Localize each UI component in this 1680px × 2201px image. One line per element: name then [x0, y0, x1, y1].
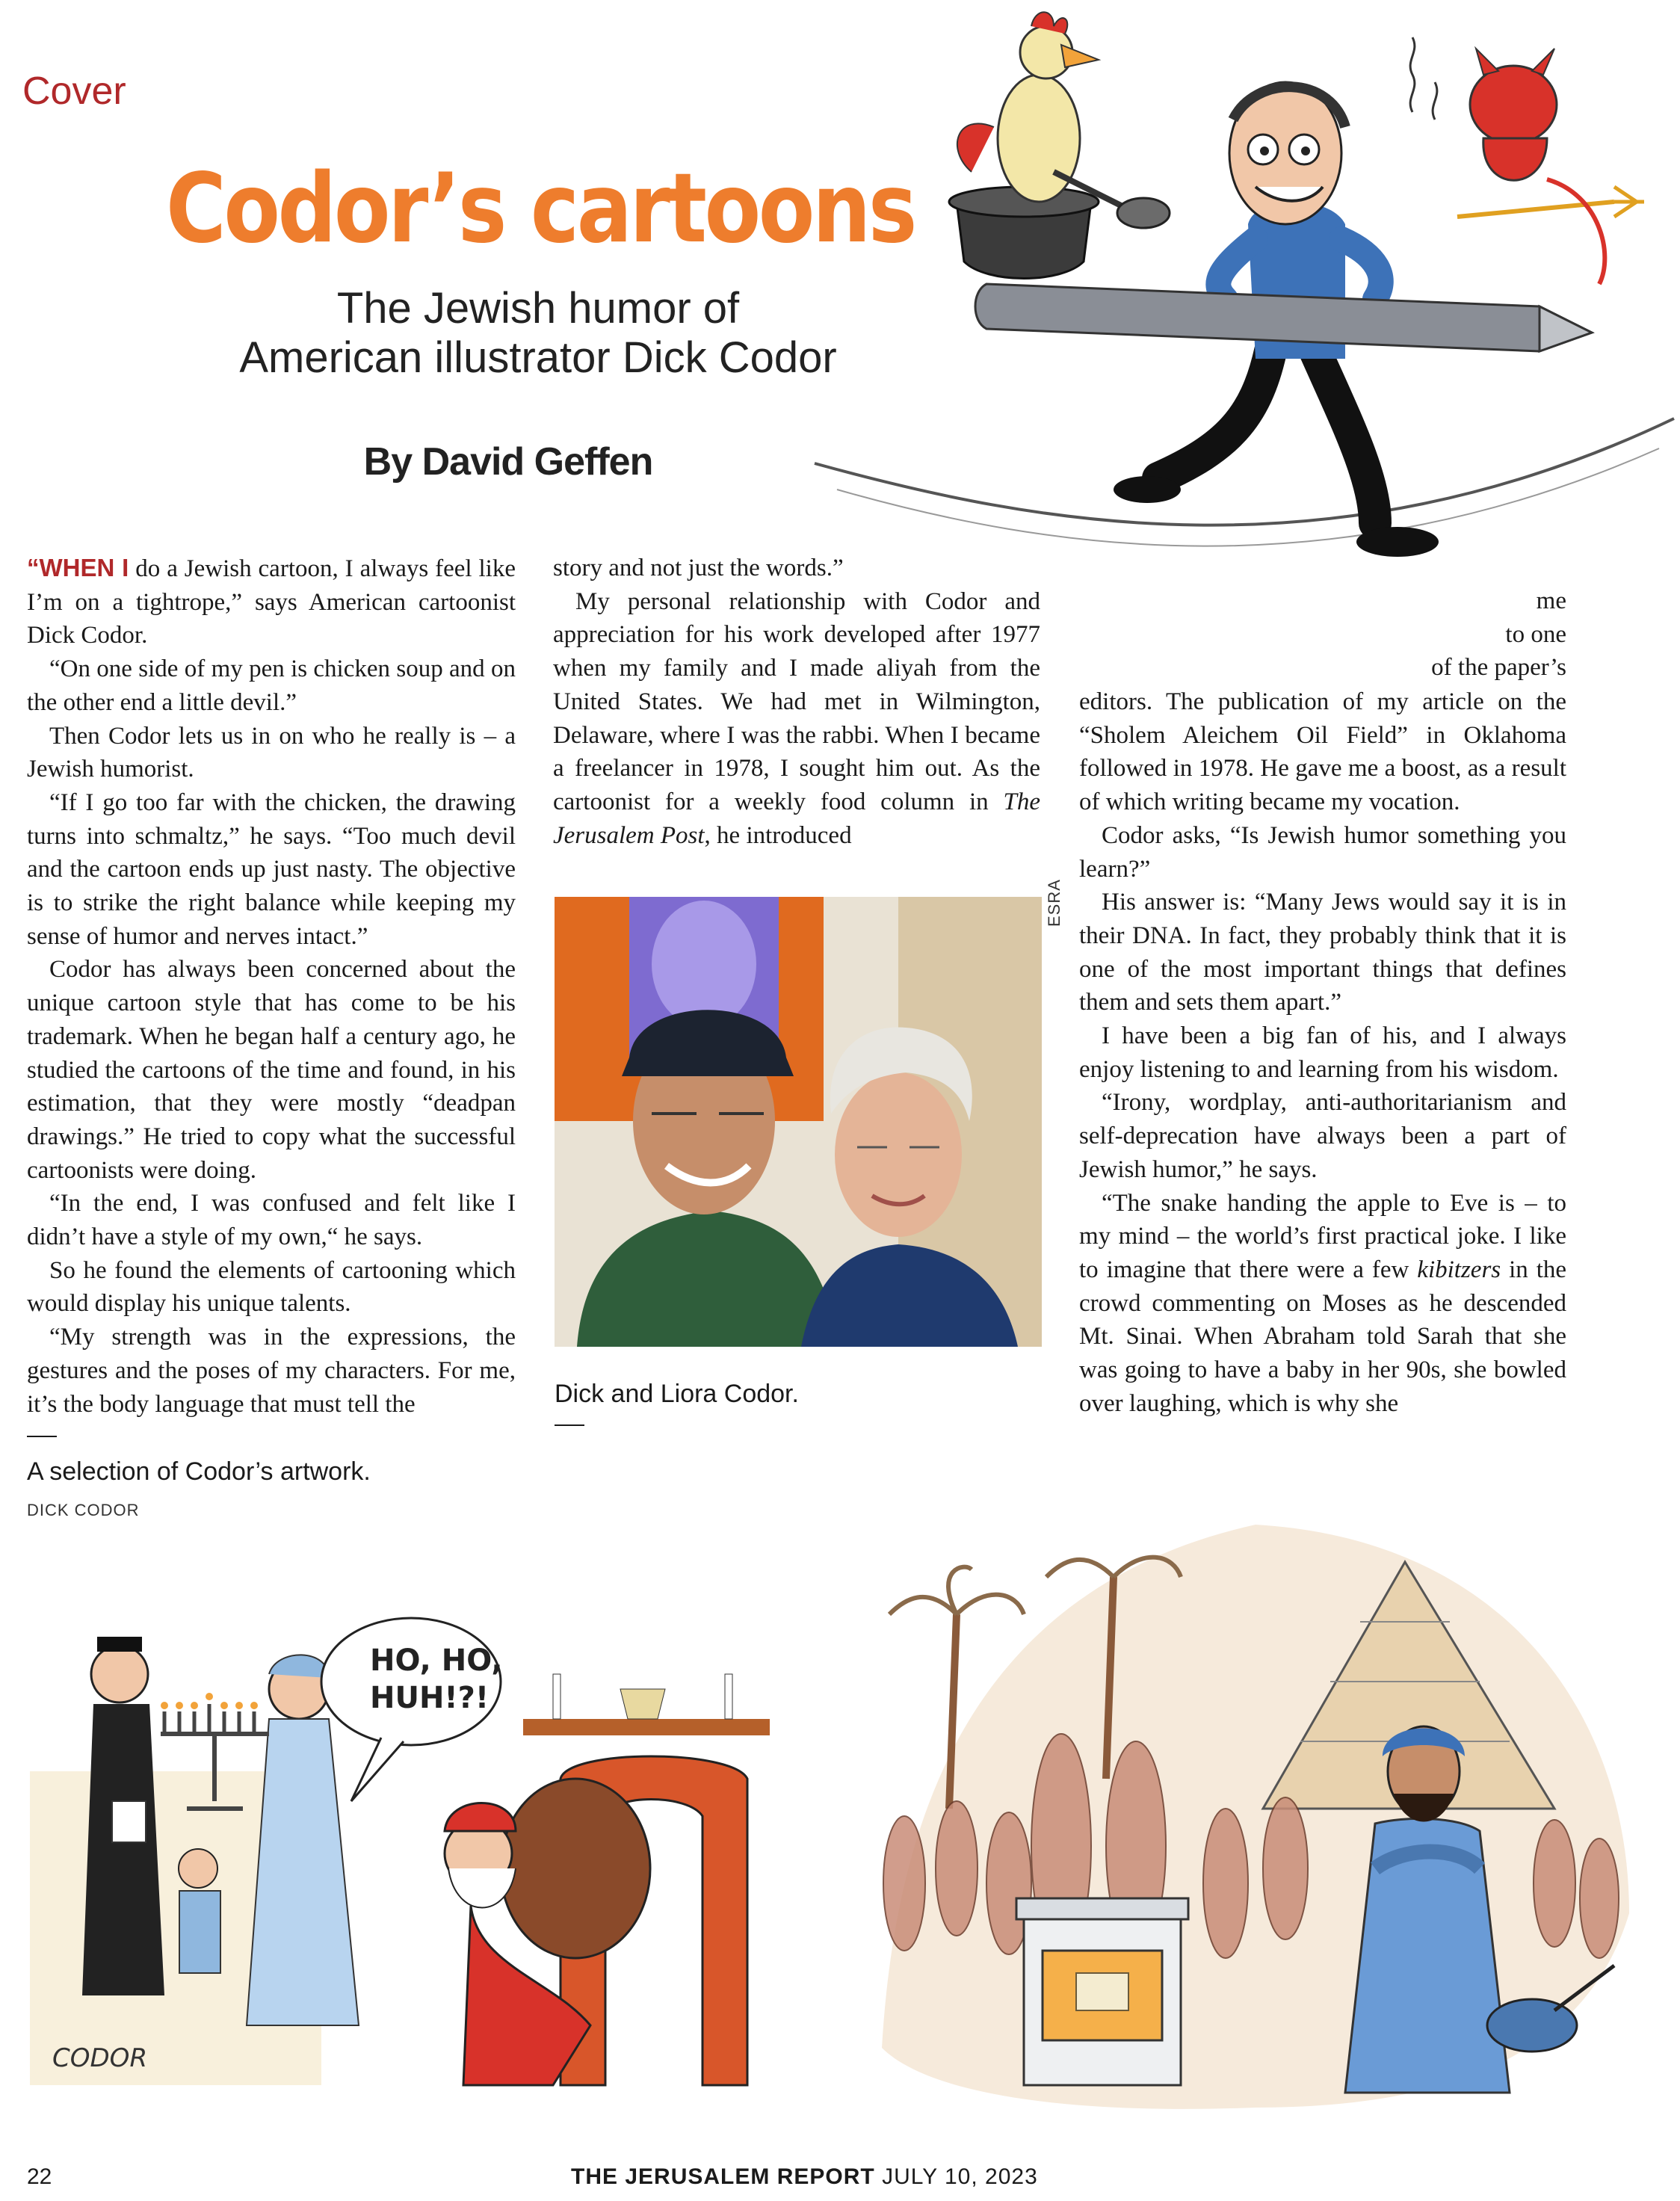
- paragraph: Codor asks, “Is Jewish humor something you learn?”: [1079, 821, 1566, 883]
- article-column-1: [27, 552, 516, 1437]
- section-label: Cover: [22, 70, 126, 113]
- paragraph-text: do a Jewish cartoon, I always feel like I’m on a tightrope,” says American cartoonist Dick Codor.: [27, 555, 516, 649]
- paragraph: Then Codor lets us in on who he really is – a Jewish humorist.: [27, 722, 516, 783]
- paragraph: story and not just the words.”: [553, 555, 844, 581]
- article-column-3-top: [1079, 584, 1566, 685]
- text-line: me: [1536, 587, 1566, 614]
- paragraph-text: “The snake handing the apple to Eve is – to my mind – the world’s first practical joke. I like to imagine that there were a few: [1079, 1189, 1566, 1283]
- paragraph-text: , he introduced: [704, 821, 852, 849]
- deck-line-1: The Jewish humor of: [336, 284, 740, 333]
- issue-date: JULY 10, 2023: [882, 2164, 1038, 2189]
- speech-line-2: HUH!?!: [370, 1681, 490, 1715]
- paragraph: [1079, 1187, 1566, 1421]
- headline: Codor’s cartoons: [166, 153, 915, 265]
- cartoon-signature: CODOR: [52, 2043, 148, 2073]
- paragraph: Codor has always been concerned about the unique cartoon style that has come to be his trademark. When he began half a century ago, he studied the cartoons of the time and found, in his estimation, that they were mostly “deadpan drawings.” He tried to copy what the successful cartoonists were doing.: [27, 956, 516, 1184]
- paragraph-text: My personal relationship with Codor and appreciation for his work developed after 1977 when my family and I made aliyah from the United States. We had met in Wilmington, Delaware, where I was the rabbi. When I became a freelancer in 1978, I sought him out. As the cartoonist for a weekly food column in: [553, 587, 1040, 815]
- paragraph-text: in the crowd commenting on Moses as he descended Mt. Sinai. When Abraham told Sarah that she was going to have a baby in her 90s, she bowled over laughing, which is why she: [1079, 1256, 1567, 1417]
- speech-line-1: HO, HO,: [370, 1643, 503, 1678]
- artwork-credit: DICK CODOR: [27, 1501, 140, 1519]
- artwork-caption: A selection of Codor’s artwork.: [27, 1457, 371, 1486]
- paragraph: [553, 585, 1040, 853]
- couple-photo: [555, 897, 1042, 1347]
- moses-oven-cartoon: [837, 1495, 1667, 2123]
- paragraph: [27, 552, 516, 652]
- paragraph: “My strength was in the expressions, the gestures and the poses of my characters. For me, it’s the body language that must tell the: [27, 1324, 516, 1418]
- deck-line-2: American illustrator Dick Codor: [239, 333, 837, 382]
- photo-credit: ESRA: [1045, 879, 1063, 927]
- page-number: 22: [27, 2164, 52, 2189]
- paragraph: His answer is: “Many Jews would say it is in their DNA. In fact, they probably think that it is one of the most important things that defines them and sets them apart.”: [1079, 889, 1566, 1016]
- paragraph: I have been a big fan of his, and I always enjoy listening to and learning from his wisdom.: [1079, 1022, 1566, 1083]
- caption-rule: [555, 1424, 584, 1426]
- byline: By David Geffen: [363, 440, 653, 484]
- paragraph: “On one side of my pen is chicken soup and on the other end a little devil.”: [27, 655, 516, 716]
- text-line: of the paper’s: [1431, 654, 1566, 682]
- paragraph: “If I go too far with the chicken, the drawing turns into schmaltz,” he says. “Too much devil and the cartoon ends up just nasty. The objective is to strike the right balance while keeping my sense of humor and nerves intact.”: [27, 788, 516, 950]
- article-column-3: [1079, 685, 1566, 1420]
- publication-name: THE JERUSALEM REPORT: [571, 2164, 875, 2189]
- text-line: to one: [1505, 620, 1566, 648]
- paragraph: So he found the elements of cartooning which would display his unique talents.: [27, 1256, 516, 1318]
- article-column-2: [553, 552, 1040, 852]
- hanukkah-santa-cartoon: [30, 1607, 792, 2108]
- lead-in: “WHEN I: [27, 554, 129, 581]
- photo-caption: Dick and Liora Codor.: [555, 1380, 799, 1408]
- caption-rule: [27, 1436, 57, 1437]
- italic-word: kibitzers: [1417, 1256, 1501, 1283]
- publication-footer: [571, 2164, 1038, 2190]
- tightrope-cartoon: [807, 0, 1680, 590]
- paragraph: “In the end, I was confused and felt like I didn’t have a style of my own,“ he says.: [27, 1190, 516, 1251]
- paragraph: editors. The publication of my article on the “Sholem Aleichem Oil Field” in Oklahoma followed in 1978. He gave me a boost, as a result of which writing became my vocation.: [1079, 688, 1566, 816]
- paragraph: “Irony, wordplay, anti-authoritarianism and self-deprecation have always been a part of Jewish humor,” he says.: [1079, 1089, 1566, 1183]
- publication-name: The Jerusalem Post: [553, 788, 1040, 849]
